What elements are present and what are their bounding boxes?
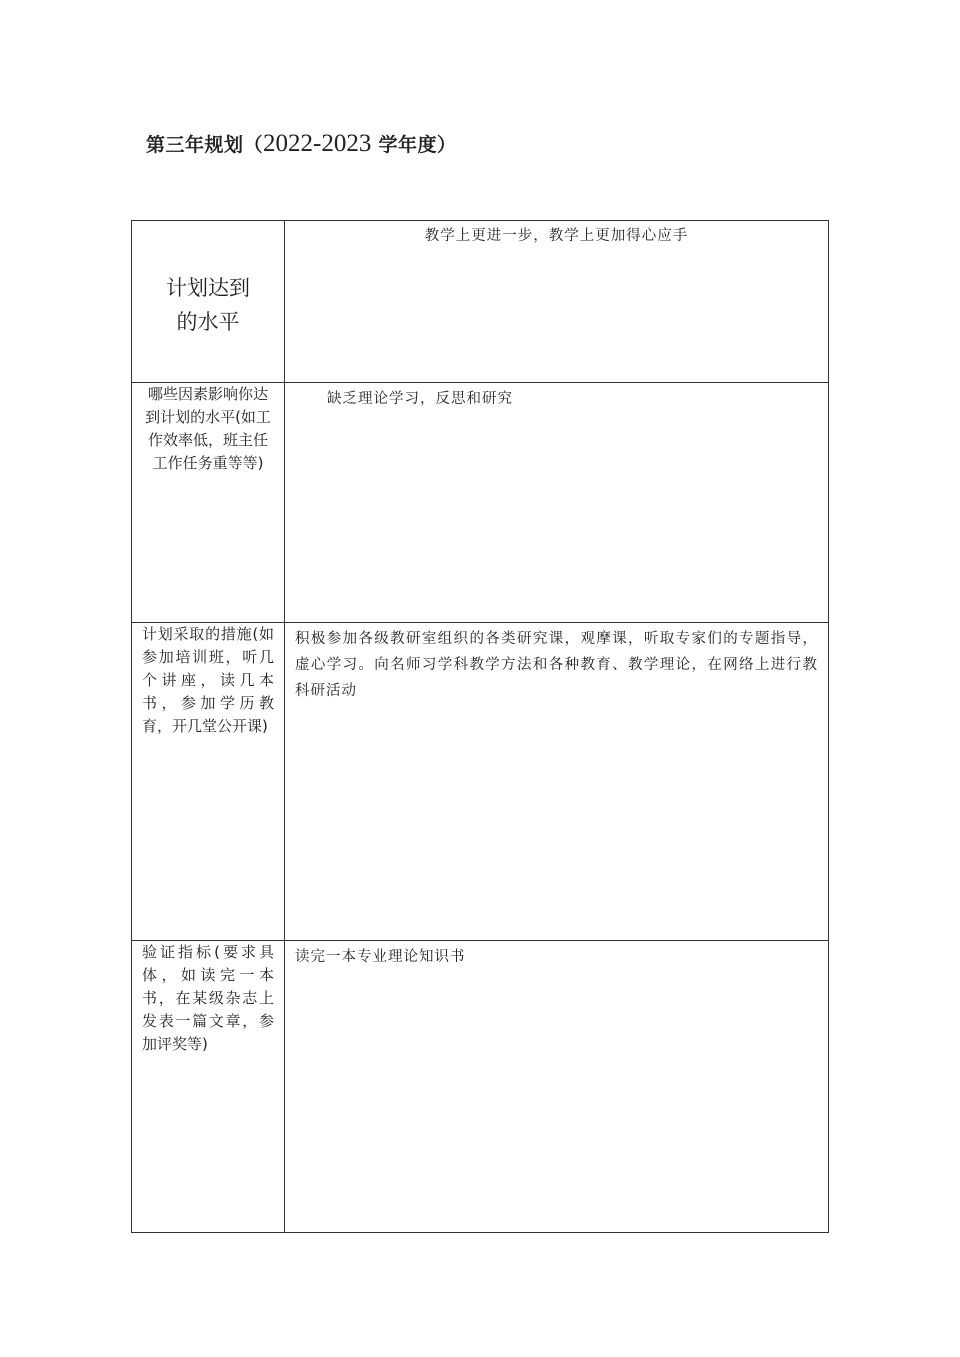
row-label-cell bbox=[132, 941, 285, 1233]
table-row-planned-measures bbox=[132, 623, 829, 941]
row-content-cell bbox=[285, 383, 829, 623]
plan-table bbox=[131, 220, 829, 1233]
page-title bbox=[146, 130, 456, 158]
table-row-verification-indicators bbox=[132, 941, 829, 1233]
row-label-influencing-factors: 哪些因素影响你达到计划的水平(如工作效率低，班主任工作任务重等等) bbox=[145, 385, 271, 472]
row-label-target-level bbox=[132, 221, 284, 339]
row-content-cell bbox=[285, 623, 829, 941]
row-content-influencing-factors: 缺乏理论学习，反思和研究 bbox=[327, 391, 513, 407]
row-label-line-1: 计划达到 bbox=[166, 276, 250, 300]
title-suffix: 学年度） bbox=[371, 134, 457, 156]
row-content-target-level: 教学上更进一步，教学上更加得心应手 bbox=[424, 228, 689, 244]
row-content-verification-indicators: 读完一本专业理论知识书 bbox=[295, 949, 466, 965]
row-label-cell bbox=[132, 221, 285, 383]
table-row-influencing-factors bbox=[132, 383, 829, 623]
row-label-cell bbox=[132, 383, 285, 623]
row-content-cell bbox=[285, 221, 829, 383]
title-years: 2022-2023 bbox=[263, 130, 372, 157]
row-content-cell bbox=[285, 941, 829, 1233]
row-content-planned-measures: 积极参加各级教研室组织的各类研究课，观摩课，听取专家们的专题指导，虚心学习。向名师习学科教学方法和各种教育、教学理论，在网络上进行教科研活动 bbox=[295, 631, 818, 699]
row-label-planned-measures: 计划采取的措施(如参加培训班，听几个讲座，读几本书，参加学历教育，开几堂公开课) bbox=[142, 625, 274, 735]
row-label-verification-indicators: 验证指标(要求具体，如读完一本书，在某级杂志上发表一篇文章，参加评奖等) bbox=[142, 943, 274, 1053]
row-label-cell bbox=[132, 623, 285, 941]
title-prefix: 第三年规划（ bbox=[146, 134, 264, 156]
table-row-target-level bbox=[132, 221, 829, 383]
row-label-line-2: 的水平 bbox=[176, 310, 240, 334]
